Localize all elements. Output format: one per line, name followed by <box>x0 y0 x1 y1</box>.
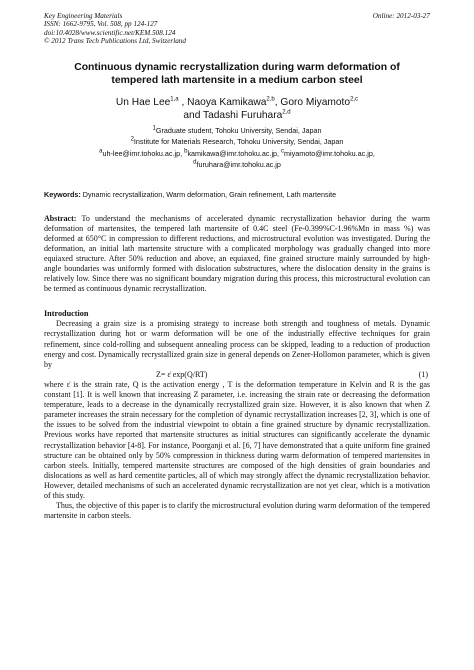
journal-name: Key Engineering Materials <box>44 12 123 20</box>
intro-paragraph-3: Thus, the objective of this paper is to clarify the microstructural evolution during warm deformation of the tempered martensite in carbon steels. <box>44 501 430 521</box>
aff-text: Graduate student, Tohoku University, Sendai, Japan <box>155 125 322 135</box>
email-sup: c <box>281 148 285 155</box>
aff-sup: 1 <box>152 125 156 132</box>
email-link[interactable]: kamikawa@imr.tohoku.ac.jp, <box>187 148 282 158</box>
journal-issn: ISSN: 1662-9795, Vol. 508, pp 124-127 <box>44 20 158 29</box>
author-list <box>44 96 430 123</box>
affiliation-2 <box>44 136 430 148</box>
equation-number: (1) <box>418 369 428 379</box>
equation-1 <box>44 370 430 380</box>
author-name: , Goro Miyamoto <box>274 96 351 108</box>
journal-header <box>44 12 430 46</box>
abstract-label: Abstract: <box>44 213 77 223</box>
keywords <box>44 190 430 199</box>
affiliation-1 <box>44 125 430 137</box>
author-sup: 2,b <box>266 96 275 103</box>
aff-text: Institute for Materials Research, Tohoku University, Sendai, Japan <box>133 137 344 147</box>
aff-sup: 2 <box>130 136 134 143</box>
email-sup: b <box>184 148 188 155</box>
online-date: Online: 2012-03-27 <box>372 12 430 20</box>
email-link[interactable]: miyamoto@imr.tohoku.ac.jp, <box>284 148 375 158</box>
email-line-2 <box>44 159 430 171</box>
author-sup: 2,d <box>282 109 291 116</box>
journal-doi: doi:10.4028/www.scientific.net/KEM.508.124 <box>44 28 176 37</box>
keywords-label: Keywords: <box>44 189 81 199</box>
abstract-text: To understand the mechanisms of accelerated dynamic recrystallization behavior during the warm deformation of martensites, the tempered lath martensite of 0.4C steel (Fe-0.399%C-1.96%Mn in mass %) was deformed at 650°C in compression to different reductions, and microstructural evolution was investigated. During the deformation, an initial lath martensite structure with a complicated morphology was gradually changed into more equiaxed structure. After 50% reduction and above, an equiaxed, fine grained structure mainly surrounded by high-angle boundaries was uniformly formed with dislocation substructures, where the dislocation density in the grains is relatively low. Since there was no significant boundary migration during this process, this microstructural evolution can be termed as continuous dynamic recrystallization. <box>44 213 430 294</box>
author-name: Un Hae Lee <box>115 96 171 108</box>
affiliations <box>44 125 430 171</box>
keywords-text: Dynamic recrystallization, Warm deformation, Grain refinement, Lath martensite <box>80 189 337 199</box>
intro-paragraph-1: Decreasing a grain size is a promising strategy to increase both strength and toughness of metals. Dynamic recrystallization during hot or warm deformation will be one of the industrially effective techniques for grain refinement, since cold-rolling and subsequent annealing process can be skipped, leading to a reduction of production energy and cost. Dynamically recrystallized grain size in general depends on Zener-Hollomon parameter, which is given by <box>44 319 430 369</box>
email-sup: d <box>193 159 197 166</box>
email-link[interactable]: uh-lee@imr.tohoku.ac.jp, <box>102 148 185 158</box>
journal-info <box>44 12 186 46</box>
email-link[interactable]: furuhara@imr.tohoku.ac.jp <box>196 160 281 170</box>
author-sup: 1,a <box>170 96 179 103</box>
paper-title <box>44 61 430 87</box>
author-name: , Naoya Kamikawa <box>178 96 267 108</box>
title-line-2: tempered lath martensite in a medium carbon steel <box>111 74 363 86</box>
journal-copyright: © 2012 Trans Tech Publications Ltd, Switzerland <box>44 37 186 46</box>
section-heading-introduction: Introduction <box>44 309 89 319</box>
equation-text: Z= ε̇ exp(Q/RT) <box>156 369 208 379</box>
intro-paragraph-2: where ε̇ is the strain rate, Q is the activation energy , T is the deformation temperature in Kelvin and R is the gas constant [1]. It is well known that increasing Z parameter, i.e. increasing the strain rate or decreasing the deformation temperature, leads to a decrease in the dynamically recrystallized grain size. However, it is also known that when Z parameter increases the strain necessary for the completion of dynamic recrystallization increases [2, 3], which is one of the issues to be solved from the industrial viewpoint to obtain a fine grained structure by dynamic recrystallization. Previous works have reported that martensite structures as initial structures can significantly accelerate the dynamic recrystallization behavior [4-8]. For instance, Poorganji et al. [6, 7] have demonstrated that a quite uniform fine grained structure can be obtained only by 50% compression in thickness during warm deformation of tempered martensites in carbon steels. Initially, tempered martensite structures are composed of the high densities of grain boundaries and dislocations as well as hard cementite particles, all of which may strongly affect the dynamic recrystallization behavior. However, detailed mechanisms of such an accelerated dynamic recrystallization are not yet clear, which is a motivation of this study. <box>44 379 430 500</box>
author-sup: 2,c <box>350 96 359 103</box>
abstract <box>44 214 430 295</box>
email-line <box>44 148 430 160</box>
email-sup: a <box>99 148 103 155</box>
title-line-1: Continuous dynamic recrystallization during warm deformation of <box>74 61 400 73</box>
author-name: and Tadashi Furuhara <box>183 110 283 122</box>
